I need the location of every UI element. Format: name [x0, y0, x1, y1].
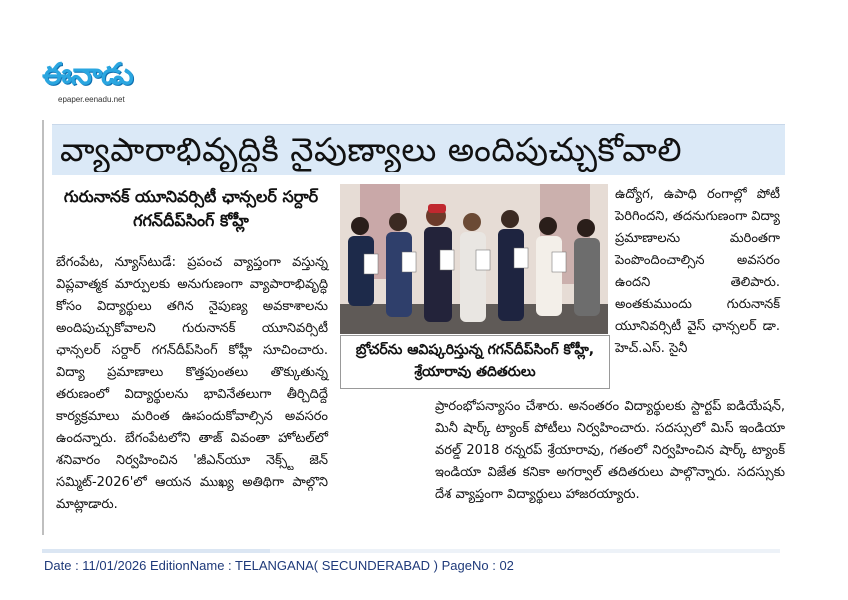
- article-subheadline: గురునానక్ యూనివర్సిటీ ఛాన్సలర్ సర్దార్ గగన్‌దీప్‌సింగ్ కోహ్లీ: [63, 187, 319, 230]
- edition-footer: Date : 11/01/2026 EditionName : TELANGANA( SECUNDERABAD ) PageNo : 02: [44, 558, 514, 573]
- event-photo: [340, 184, 608, 334]
- article-body-column-2-bottom: ప్రారంభోపన్యాసం చేశారు. అనంతరం విద్యార్థులకు స్టార్టప్ ఐడియేషన్, మినీ షార్క్ ట్యాంక్ పోటీలు నిర్వహించారు. సదస్సులో మిస్ ఇండియా వరల్డ్ 2018 రన్నరప్ శ్రేయారావు, గతంలో నిర్వహించిన షార్క్ ట్యాంక్ ఇండియా విజేత కనికా అగర్వాల్ తదితరులు పాల్గొన్నారు. సదస్సుకు దేశ వ్యాప్తంగా విద్యార్థులు హాజరయ్యారు.: [435, 399, 785, 502]
- event-photo-illustration: [340, 184, 608, 334]
- epaper-url: epaper.eenadu.net: [58, 95, 125, 104]
- column-rule: [42, 120, 44, 535]
- article-headline: వ్యాపారాభివృద్ధికి నైపుణ్యాలు అందిపుచ్చుకోవాలి: [60, 130, 683, 169]
- article-body-column-1: బేగంపేట, న్యూస్‌టుడే: ప్రపంచ వ్యాప్తంగా వస్తున్న విప్లవాత్మక మార్పులకు అనుగుణంగా వ్యాపారాభివృద్ధి కోసం విద్యార్థులు తగిన నైపుణ్య అవకాశాలను అందిపుచ్చుకోవాలని గురునానక్ యూనివర్సిటీ ఛాన్సలర్ సర్దార్ గగన్‌దీప్‌సింగ్ కోహ్లీ సూచించారు. విద్యా ప్రమాణాలు కొత్తపుంతలు తొక్కుతున్న తరుణంలో విద్యార్థులను భావినేతలుగా తీర్చిదిద్దే కార్యక్రమాలు మరింత ఊపందుకోవాల్సిన అవసరం ఉందన్నారు. బేగంపేటలోని తాజ్ వివంతా హోటల్‌లో శనివారం నిర్వహించిన 'జీఎన్‌యూ నెక్స్ట్ జెన్ సమ్మిట్-2026'లో ఆయన ముఖ్య అతిథిగా పాల్గొని మాట్లాడారు.: [56, 255, 328, 512]
- footer-divider-light: [270, 549, 780, 553]
- photo-caption: బ్రోచర్‌ను ఆవిష్కరిస్తున్న గగన్‌దీప్‌సింగ్ కోహ్లీ, శ్రేయారావు తదితరులు: [355, 342, 595, 380]
- eenadu-logo: ఈనాడు: [42, 57, 133, 92]
- article-body-column-2-top: ఉద్యోగ, ఉపాధి రంగాల్లో పోటీ పెరిగిందని, తదనుగుణంగా విద్యా ప్రమాణాలను మరింతగా పెంపొందించాల్సిన అవసరం ఉందని తెలిపారు. అంతకుముందు గురునానక్ యూనివర్సిటీ వైస్ ఛాన్సలర్ డా. హెచ్.ఎస్. సైనీ: [615, 187, 780, 356]
- footer-divider: [42, 549, 270, 553]
